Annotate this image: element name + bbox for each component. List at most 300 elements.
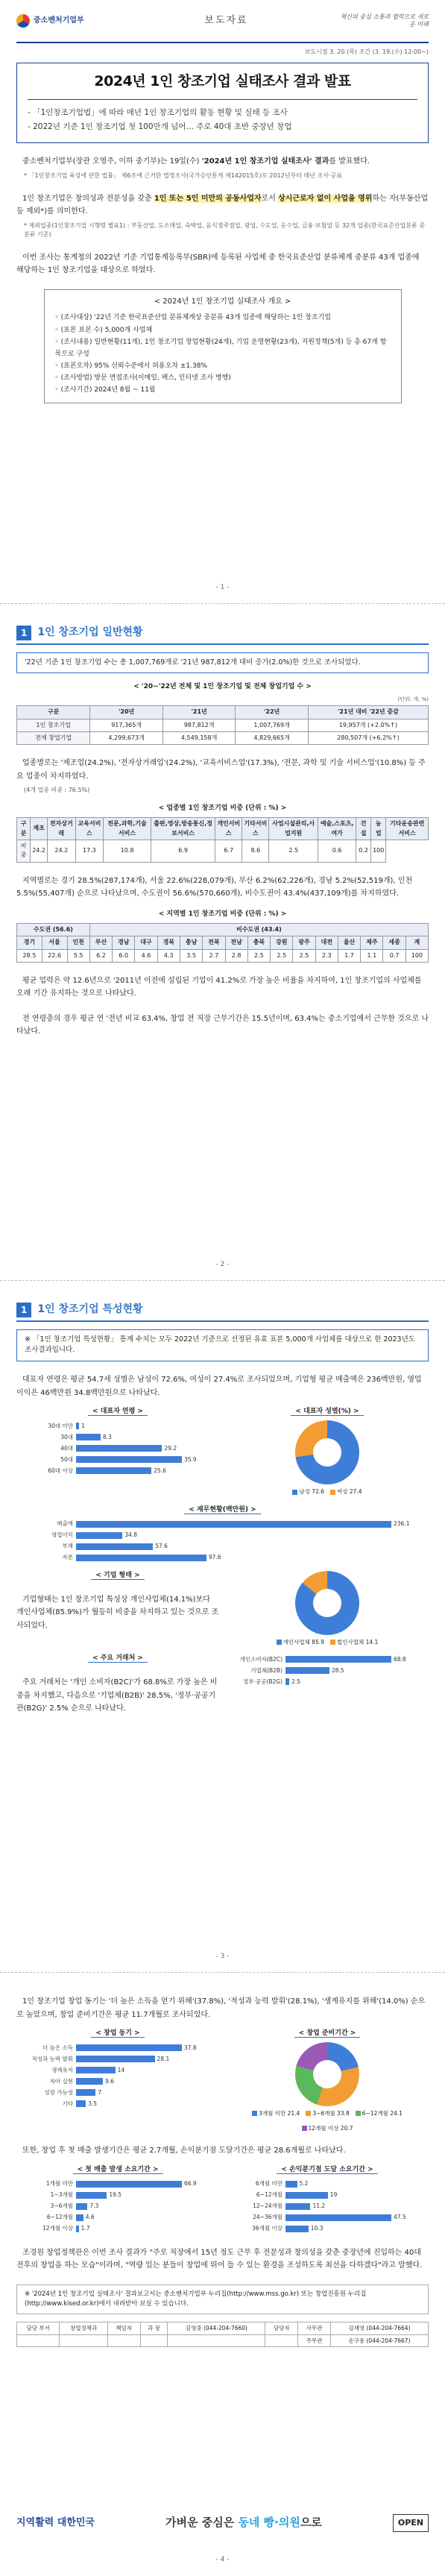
bar-row — [16, 2042, 219, 2053]
table-cell: 1인 창조기업 — [17, 719, 90, 731]
tick-label: 매출액 — [57, 1520, 73, 1528]
capital-paragraph: 또한, 창업 후 첫 매출 발생기간은 평균 2.7개월, 손익분기점 도달기간은 평균 28.6개월로 나타났다. — [22, 2147, 346, 2155]
table-cell: 2.5 — [271, 949, 293, 962]
bar-group — [16, 1420, 219, 1476]
subtitle-item: - 「1인창조기업법」에 따라 매년 1인 창조기업의 활동 현황 및 실태 등 조사 — [28, 107, 288, 117]
tick-label: 부채 — [62, 1543, 73, 1550]
chart-title-text: < 대표자 성별(%) > — [291, 1408, 363, 1416]
page-2 — [0, 625, 445, 1281]
ceo-paragraph: 대표자 연령은 평균 54.7세 성별은 남성이 72.6%, 여성이 27.4%로 조사되었으며, 기업형 평균 매출액은 236백만원, 영업이익은 46백만원 34.8백만원으로 나타났다. — [16, 1376, 422, 1397]
data-label: 29.2 — [164, 1444, 177, 1452]
age-chart — [16, 1407, 219, 1496]
contact-cell: 담당자 — [265, 2322, 298, 2334]
table-header: 건설 — [356, 818, 371, 840]
data-label: 11.2 — [312, 2202, 326, 2210]
data-label: 5.2 — [299, 2180, 309, 2188]
tick-label: 6개월 미만 — [255, 2180, 283, 2188]
page-4 — [0, 1995, 445, 2576]
bar — [76, 2056, 155, 2062]
bar — [285, 1667, 329, 1674]
pie-chart — [295, 1571, 359, 1635]
bar — [76, 1456, 182, 1463]
table-header: 경기 — [17, 936, 42, 949]
bar-row — [226, 2212, 429, 2223]
table-caption: < 지역별 1인 창조기업 비중 (단위 : %) > — [158, 910, 287, 918]
section-number: 1 — [16, 1303, 31, 1318]
legend-item — [330, 1638, 378, 1647]
table-cell: 2.5 — [269, 840, 318, 863]
motive-paragraph: 1인 창조기업 창업 동기는 '더 높은 소득을 얻기 위해'(37.8%), '적성과 능력 발휘'(28.1%), '생계유지를 위해'(14.0%) 순으로 높았으며, 창업 준비기간은 평균 11.7개월로 조사되었다. — [16, 1997, 426, 2019]
notice-box: ※ 「1인 창조기업 특성현황」 통계 수치는 모두 2022년 기준으로 선정된 유효 표본 5,000개 사업체를 대상으로 한 2023년도 조사결과입니다. — [16, 1329, 429, 1361]
table-cell: 0.2 — [356, 840, 371, 863]
tick-label: 24~36개월 — [253, 2214, 283, 2221]
bar-row — [16, 2087, 219, 2098]
legend-swatch — [356, 2111, 361, 2116]
tick-label: 성장 가능성 — [44, 2088, 73, 2096]
bar — [76, 2089, 95, 2096]
bar-row — [226, 1654, 429, 1665]
contact-cell: 주무관 — [298, 2334, 331, 2347]
page-1 — [0, 0, 445, 604]
bar-row — [226, 2223, 429, 2235]
bar-row — [16, 2179, 219, 2190]
text-emph: 1인 또는 5인 미만의 공동사업자 — [154, 194, 262, 203]
page-divider — [0, 603, 445, 604]
table-cell: 987,812개 — [162, 719, 236, 731]
data-label: 14 — [117, 2066, 125, 2073]
legend-label: 3~6개월 33.8 — [312, 2109, 350, 2117]
text: 1인 창조기업은 창의성과 전문성을 갖춘 — [22, 194, 154, 203]
table-header: 경북 — [157, 936, 180, 949]
type-paragraph: 기업형태는 1인 창조기업 특성상 개인사업체(14.1%)보다 개인사업체(85.9%)가 월등히 비중을 차지하고 있는 것으로 조사되었다. — [16, 1595, 219, 1630]
pie-chart — [295, 2042, 359, 2106]
tick-label: 60대 이상 — [48, 1467, 73, 1474]
table-cell: 10.8 — [104, 840, 151, 863]
table-header: 충남 — [180, 936, 202, 949]
chart-legend — [226, 2109, 429, 2132]
industry-paragraph: 업종별로는 '제조업(24.2%), '전자상거래업'(24.2%), '교육서비스업'(17.3%), '전문, 과학 및 기술 서비스업'(10.8%) 등 주요 업종이 차지하였다. — [16, 759, 426, 781]
tick-label: 기타 — [62, 2100, 73, 2107]
chart-title — [226, 2165, 429, 2176]
chart-legend — [226, 1487, 429, 1496]
data-label: 3.5 — [88, 2100, 98, 2107]
finance-chart — [16, 1505, 429, 1563]
text-emph: '2024년 1인 창조기업 실태조사' 결과 — [201, 157, 329, 166]
table-header: '21년 대비 '22년 증감 — [308, 706, 428, 719]
bep-chart — [226, 2165, 429, 2235]
table-header: 전문,과학,기술서비스 — [104, 818, 151, 840]
chart-title-text: < 첫 매출 발생 소요기간 > — [73, 2166, 163, 2174]
tick-label: 1개월 미만 — [45, 2180, 73, 2188]
table-cell: 8.6 — [242, 840, 269, 863]
motive-chart — [16, 2029, 219, 2132]
bottom-banner — [16, 2507, 429, 2539]
bar — [76, 1521, 391, 1528]
table-cell: 6.0 — [113, 949, 135, 962]
bar — [76, 1445, 162, 1452]
table-header: 제주 — [361, 936, 383, 949]
table-header: 경남 — [113, 936, 135, 949]
definition-paragraph — [16, 192, 429, 218]
legend-item — [277, 1638, 324, 1647]
bar — [76, 2067, 116, 2073]
release-time: 보도시점 3. 20.(목) 조간 (3. 19.(수) 12:00~) — [304, 48, 429, 55]
table-header: 비수도권 (43.4) — [89, 923, 428, 936]
bar — [285, 2203, 310, 2210]
data-label: 25.6 — [154, 1467, 166, 1474]
bar-row — [226, 2179, 429, 2190]
table-cell: 6.2 — [89, 949, 112, 962]
bar-row — [16, 2076, 219, 2087]
ministry-emblem-icon — [16, 14, 30, 28]
data-label: 57.6 — [155, 1543, 168, 1550]
table-header: 세종 — [383, 936, 405, 949]
table-header: 농업 — [371, 818, 386, 840]
table-cell: 28.5 — [17, 949, 42, 962]
legend-item — [252, 2109, 300, 2118]
table-cell: 2.5 — [247, 949, 270, 962]
overview-heading: < 2024년 1인 창조기업 실태조사 개요 > — [154, 297, 291, 306]
legend-label: 법인사업체 14.1 — [337, 1638, 379, 1646]
table-header: 구분 — [17, 818, 31, 840]
overview-item: ◦ (조사기간) 2024년 8월 ~ 11월 — [54, 386, 156, 394]
legend-item — [292, 1487, 324, 1496]
table-header: 인천 — [67, 936, 89, 949]
bar-row — [16, 2212, 219, 2223]
table-row — [17, 840, 429, 863]
tick-label: 3~6개월 — [50, 2202, 73, 2210]
table-header-row — [17, 706, 429, 719]
table-header-row — [17, 923, 429, 936]
table-cell: 4,299,673개 — [90, 731, 163, 744]
data-label: 1.7 — [81, 2225, 90, 2232]
download-notice: ※ '2024년 1인 창조기업 실태조사' 결과보고서는 중소벤처기업부 누리집(http://www.mss.go.kr) 또는 창업진흥원 누리집(http://www.kised.or.kr)에서 내려받아 보실 수 있습니다. — [16, 2284, 429, 2314]
legend-swatch — [306, 2111, 311, 2116]
overview-item: ◦ (조사내용) 일반현황(11개), 1인 창조기업 창업현황(24개), 기업 운영현황(23개), 지원정책(5개) 등 총 67개 항목으로 구성 — [54, 338, 387, 358]
org-name: 중소벤처기업부 — [34, 16, 84, 25]
table-cell: 2.7 — [203, 949, 225, 962]
contact-cell — [107, 2334, 140, 2347]
chart-row — [16, 2029, 429, 2132]
table-header: '20년 — [90, 706, 163, 719]
table-header: 전자상거래 — [48, 818, 76, 840]
table-cell: 19,957개 (+2.0%↑) — [308, 719, 428, 731]
data-label: 28.5 — [331, 1666, 344, 1674]
section-title: 1인 창조기업 일반현황 — [37, 626, 143, 638]
bar-row — [16, 2201, 219, 2212]
table-cell: 1.1 — [361, 949, 383, 962]
legend-swatch — [330, 1490, 335, 1495]
ministry-slogan: 혁신의 중심 소통과 협력으로 새로운 미래 — [340, 13, 429, 28]
contact-cell — [17, 2334, 60, 2347]
survey-paragraph: 이번 조사는 통계청의 2022년 기준 기업통계등록부(SBR)에 등록된 사업체 중 한국표준산업 분류체계 중분류 43개 업종에 해당하는 1인 창조기업을 대상으로 하였다. — [16, 253, 420, 275]
text: 를 발표했다. — [329, 157, 370, 166]
table-header: 울산 — [338, 936, 360, 949]
table-header: 대전 — [315, 936, 338, 949]
prep-chart — [226, 2029, 429, 2132]
data-label: 34.8 — [124, 1531, 138, 1539]
tick-label: 12개월 이상 — [42, 2225, 73, 2232]
bar — [76, 2100, 86, 2107]
bar-row — [16, 1443, 219, 1454]
legend-item — [306, 2109, 349, 2118]
table-row — [17, 731, 429, 744]
bar — [285, 2226, 309, 2232]
overview-item: ◦ (표본 표본 수) 5,000개 사업체 — [54, 326, 153, 334]
bar — [76, 2203, 87, 2210]
data-label: 47.5 — [394, 2214, 406, 2221]
survey-overview-box — [44, 289, 402, 403]
table-header: 전북 — [203, 936, 225, 949]
bar-group — [16, 2042, 219, 2109]
chart-title — [16, 2165, 219, 2176]
section-header — [16, 625, 429, 645]
table-header: 예술,스포츠,여가 — [318, 818, 356, 840]
bar-row — [226, 1676, 429, 1687]
chart-row — [16, 1571, 429, 1647]
page-divider — [0, 1280, 445, 1281]
bar — [285, 1656, 391, 1663]
table-header: 교육서비스 — [75, 818, 104, 840]
legend-item — [356, 2109, 403, 2118]
tick-label: 50대 — [60, 1455, 73, 1463]
data-label: 9.6 — [105, 2077, 114, 2085]
bar — [285, 2192, 328, 2199]
legend-swatch — [292, 1490, 297, 1495]
table-cell: 0.6 — [318, 840, 356, 863]
table-cell: 3.5 — [180, 949, 202, 962]
table-cell: 2.5 — [293, 949, 315, 962]
text: 가벼운 중심은 — [165, 2516, 239, 2530]
tick-label: 영업이익 — [51, 1531, 73, 1539]
text: 로서 — [261, 194, 279, 203]
table-cell: 5.5 — [67, 949, 89, 962]
legend-swatch — [302, 2126, 307, 2131]
chart-title — [16, 2029, 219, 2039]
contact-cell: 김재영 (044-204-7664) — [330, 2322, 428, 2334]
bar-row — [16, 2190, 219, 2201]
page-number: - 4 - — [215, 2556, 230, 2564]
contact-cell — [140, 2334, 168, 2347]
chart-title — [16, 1407, 219, 1417]
contact-cell: 창업정책과 — [60, 2322, 107, 2334]
banner-slogan — [165, 2514, 322, 2531]
bar — [76, 2214, 83, 2221]
table-cell: 1.7 — [338, 949, 360, 962]
bar-row — [16, 1530, 429, 1541]
table-cell: 2.3 — [315, 949, 338, 962]
tick-label: 36개월 이상 — [252, 2225, 283, 2232]
footnote: * 「1인창조기업 육성에 관한 법률」 제6조에 근거한 법정조사(국가승인통계 제142015호)로 2012년부터 매년 조사·공표 — [24, 171, 342, 179]
table-header: '22년 — [236, 706, 309, 719]
table-header: 수도권 (56.6) — [17, 923, 90, 936]
tick-label: 6~12개월 — [46, 2214, 73, 2221]
chart-title — [16, 1571, 219, 1581]
page-number: - 1 - — [215, 584, 230, 592]
table-cell: 100 — [371, 840, 386, 863]
table-unit: (단위: 개, %) — [397, 696, 429, 703]
intro-paragraph — [16, 155, 429, 169]
chart-title — [16, 1654, 219, 1664]
bar — [76, 1532, 122, 1539]
bar — [76, 1555, 206, 1561]
table-cell: 100 — [405, 949, 428, 962]
table-header: 강원 — [271, 936, 293, 949]
table-header: 전남 — [225, 936, 247, 949]
type-text-box — [16, 1571, 219, 1647]
table-cell: 17.3 — [75, 840, 104, 863]
data-label: 236.1 — [394, 1520, 410, 1528]
table-row — [17, 2334, 429, 2347]
chart-title-text: < 재무현황(백만원) > — [184, 1506, 260, 1514]
data-label: 66.9 — [184, 2180, 197, 2188]
bar-row — [16, 2223, 219, 2235]
page-divider — [0, 1972, 445, 1973]
bar — [76, 2192, 107, 2199]
trade-paragraph: 주요 거래처는 '개인 소비자(B2C)'가 68.8%로 가장 높은 비중을 차지했고, 다음으로 '기업체(B2B)' 28.5%, '정부·공공기관(B2G)' 2.5% 순으로 나타났다. — [16, 1678, 218, 1713]
bar — [76, 1434, 101, 1440]
contact-cell: 송구용 (044-204-7667) — [330, 2334, 428, 2347]
data-label: 28.1 — [157, 2055, 170, 2062]
data-label: 8.3 — [102, 1433, 112, 1440]
table-caption: < 업종별 1인 창조기업 비중 (단위 : %) > — [158, 804, 287, 813]
table-header: 구분 — [17, 706, 90, 719]
table-cell: 6.7 — [215, 840, 242, 863]
legend-label: 개인사업체 85.9 — [283, 1638, 324, 1646]
chart-title — [226, 1407, 429, 1417]
pie-chart — [295, 1420, 359, 1484]
table-header: 출판,영상,방송통신,정보서비스 — [151, 818, 215, 840]
text-emph: 상시근로자 없이 사업을 영위 — [278, 194, 373, 203]
data-label: 35.9 — [184, 1455, 197, 1463]
footnote: (4개 업종 비중 : 76.5%) — [24, 787, 90, 794]
tick-label: 기업체(B2B) — [250, 1666, 283, 1674]
section-number: 1 — [16, 626, 31, 641]
table-cell: 6.9 — [151, 840, 215, 863]
tick-label: 1~3개월 — [50, 2191, 73, 2199]
overview-item: ◦ (조사대상) '22년 기준 한국표준산업 분류체계상 중분류 43개 업종에 해당하는 1인 창조기업 — [54, 314, 332, 322]
bar-row — [226, 1665, 429, 1676]
table-header-row — [17, 936, 429, 949]
subtitle-list — [28, 99, 417, 133]
table-header: 기타운송관련서비스 — [386, 818, 429, 840]
table-header: 충북 — [247, 936, 270, 949]
data-label: 19 — [329, 2191, 338, 2199]
tick-label: 적성과 능력 발휘 — [31, 2055, 73, 2062]
legend-label: 여성 27.4 — [337, 1488, 362, 1496]
tick-label: 40대 — [60, 1444, 73, 1452]
table-row — [17, 719, 429, 731]
bar — [76, 2181, 182, 2188]
table-header: '21년 — [162, 706, 236, 719]
footnote: * 제외업종(1인창조기업 시행령 별표1) : 부동산업, 도소매업, 숙박업, 음식점주점업, 광업, 수도업, 운수업, 금융·보험업 등 32개 업종(한국표준산업분류 중분류 기준) — [24, 221, 425, 238]
bar-row — [16, 1552, 429, 1563]
doc-type: 보도자료 — [204, 14, 248, 26]
closing-paragraph: 조경원 창업정책관은 이번 조사 결과가 "주로 직장에서 15년 정도 근무 후 전문성과 창의성을 갖춘 중장년에 진입하는 40대 전후의 창업을 하는 모습"이라며, "역량 있는 분들이 창업에 뛰어 들 수 있는 환경을 조성하도록 최선을 다하겠다"라고 말했다. — [16, 2248, 423, 2270]
bar-group — [16, 1519, 429, 1563]
page-number: - 3 - — [215, 1953, 230, 1961]
contact-cell: 담당 부서 — [17, 2322, 60, 2334]
data-label: 2.5 — [291, 1678, 301, 1685]
region-share-table — [16, 923, 429, 963]
first-sales-chart — [16, 2165, 219, 2235]
contact-cell: 김영중 (044-204-7660) — [168, 2322, 265, 2334]
overview-item: ◦ (조사방법) 방문 면접조사(이메일, 팩스, 인터넷 조사 병행) — [54, 374, 231, 382]
chart-row — [16, 1407, 429, 1496]
owner-paragraph: 전 연령층의 경우 평균 연 '전년 비교 63.4%, 창업 전 직장 근무기간은 15.5년이며, 63.4%는 중소기업에서 근무한 것으로 나타났다. — [16, 1014, 429, 1036]
tick-label: 더 높은 소득 — [42, 2044, 73, 2051]
bar-row — [16, 1454, 219, 1465]
chart-title-text: < 주요 거래처 > — [88, 1654, 148, 1663]
chart-title — [226, 2029, 429, 2039]
table-cell: 4.6 — [135, 949, 157, 962]
bar — [285, 2181, 297, 2188]
bar-group — [16, 2179, 219, 2235]
industry-share-table — [16, 817, 429, 863]
bar — [76, 1543, 153, 1550]
table-cell: 22.6 — [42, 949, 67, 962]
tick-label: 정부·공공(B2G) — [243, 1678, 283, 1685]
chart-legend — [226, 1638, 429, 1647]
data-label: 7 — [98, 2088, 102, 2096]
bar-row — [16, 2098, 219, 2109]
bar — [76, 2078, 103, 2085]
table-header: 대구 — [135, 936, 157, 949]
bar — [285, 2214, 391, 2221]
gender-chart — [226, 1407, 429, 1496]
contact-cell — [265, 2334, 298, 2347]
legend-label: 3개월 미만 21.4 — [259, 2109, 300, 2117]
table-cell: 1,007,769개 — [236, 719, 309, 731]
bar-row — [16, 2065, 219, 2076]
data-label: 1 — [81, 1422, 85, 1429]
bar-row — [16, 1465, 219, 1476]
open-badge: OPEN — [393, 2514, 429, 2531]
bar-row — [226, 2190, 429, 2201]
table-cell: 0.7 — [383, 949, 405, 962]
text-emph: 동네 빵·의원 — [238, 2516, 300, 2530]
table-row — [17, 949, 429, 962]
contact-table — [16, 2322, 429, 2347]
chart-title — [16, 1505, 429, 1516]
press-header — [16, 0, 429, 43]
bar-row — [16, 1432, 219, 1443]
years-paragraph: 평균 업력은 약 12.6년으로 '2011년 이전에 설립된 기업이 41.2%로 가장 높은 비율을 차지하여, 1인 창조기업의 사업체를 오래 기간 유지하는 것으로 나타났다. — [16, 976, 422, 998]
table-cell: 24.2 — [48, 840, 76, 863]
tick-label: 12~24개월 — [253, 2202, 283, 2210]
table-header: 광주 — [293, 936, 315, 949]
bar-row — [16, 1541, 429, 1552]
table-header: 기타서비스 — [242, 818, 269, 840]
section-title: 1인 창조기업 특성현황 — [37, 1303, 143, 1315]
banner-logo: 지역활력 대한민국 — [16, 2516, 95, 2528]
bar-row — [16, 1420, 219, 1432]
contact-cell: 사무관 — [298, 2322, 331, 2334]
contact-cell: 과 장 — [140, 2322, 168, 2334]
chart-row — [16, 2165, 429, 2235]
data-label: 10.3 — [310, 2225, 324, 2232]
data-label: 7.3 — [89, 2202, 99, 2210]
table-cell: 비중 — [17, 840, 31, 863]
bar-row — [16, 1519, 429, 1530]
text: 으로 — [300, 2516, 322, 2530]
bar-row — [16, 2053, 219, 2065]
legend-label: 6~12개월 24.1 — [362, 2109, 403, 2117]
table-cell: 4,549,158개 — [162, 731, 236, 744]
table-cell: 4,829,665개 — [236, 731, 309, 744]
tick-label: 30대 미만 — [48, 1422, 73, 1429]
table-cell: 917,365개 — [90, 719, 163, 731]
